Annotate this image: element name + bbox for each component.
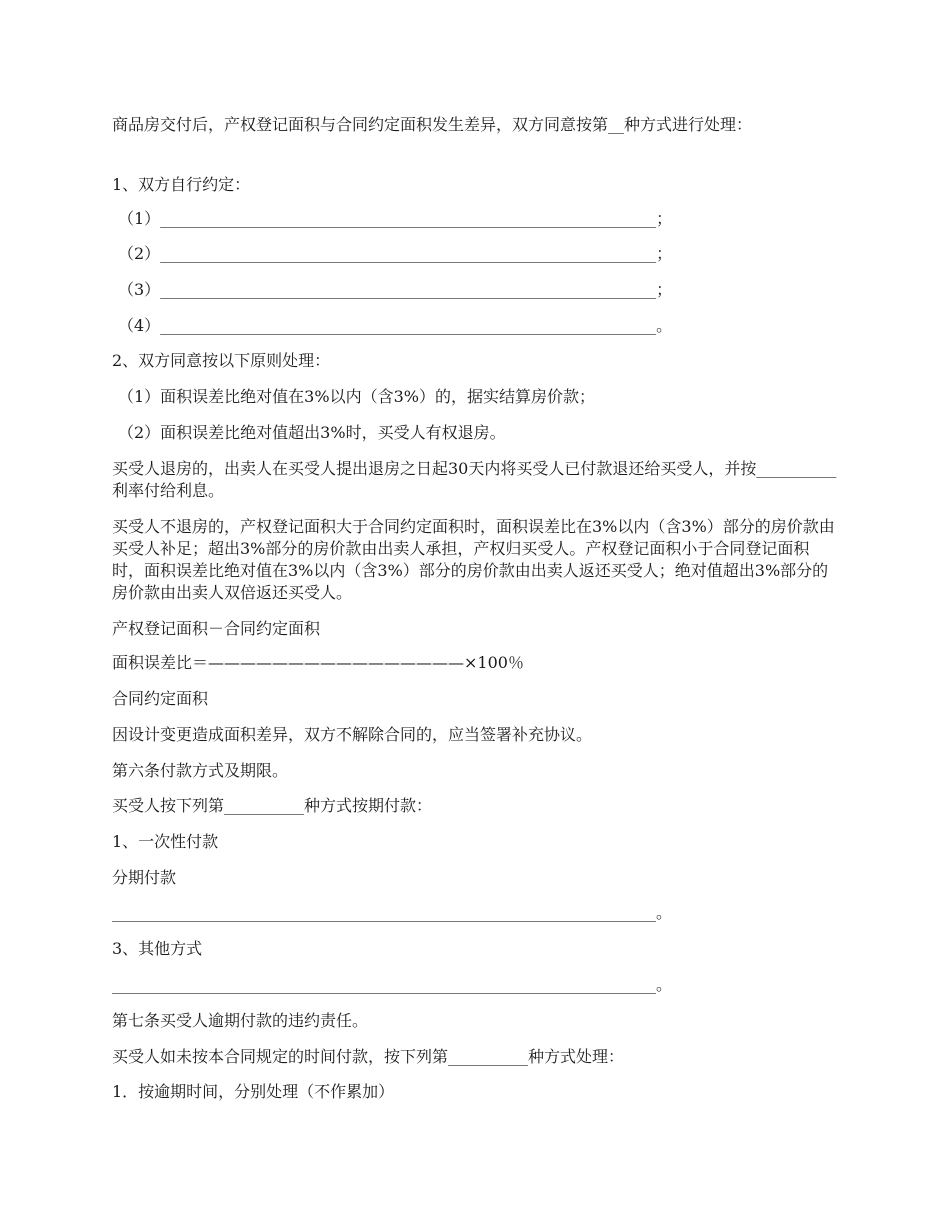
payment-option-other: 3、其他方式	[112, 939, 203, 958]
article-7-heading: 第七条买受人逾期付款的违约责任。	[112, 1011, 369, 1030]
paragraph-refund: 买受人退房的，出卖人在买受人提出退房之日起30天内将买受人已付款退还给买受人，并按__________利率付给利息。	[112, 459, 837, 500]
rule-item-1: （1）面积误差比绝对值在3%以内（含3%）的，据实结算房价款；	[118, 387, 595, 406]
payment-option-installment: 分期付款	[112, 868, 177, 887]
paragraph-late-payment-item-1: 1．按逾期时间，分别处理（不作累加）	[112, 1082, 395, 1101]
paragraph-area-difference-intro: 商品房交付后，产权登记面积与合同约定面积发生差异，双方同意按第__种方式进行处理：	[112, 115, 753, 134]
blank-line-other: ____________________________________________________________________。	[112, 975, 672, 994]
formula-line: 面积误差比＝————————————————×100％	[112, 653, 524, 672]
payment-option-lump-sum: 1、一次性付款	[112, 832, 219, 851]
paragraph-option-1-heading: 1、双方自行约定：	[112, 175, 251, 194]
blank-line-installment: ____________________________________________________________________。	[112, 903, 672, 922]
paragraph-no-refund: 买受人不退房的，产权登记面积大于合同约定面积时，面积误差比在3%以内（含3%）部分的房价款由买受人补足；超出3%部分的房价款由出卖人承担，产权归买受人。产权登记面积小于合同登记面积时，面积误差比绝对值在3%以内（含3%）部分的房价款由出卖人返还买受人；绝对值超出3%部分的房价款由出卖人双倍返还买受人。	[112, 517, 835, 602]
blank-line-item-2: （2）______________________________________________________________；	[118, 244, 673, 263]
paragraph-payment-method: 买受人按下列第__________种方式按期付款：	[112, 796, 433, 815]
formula-denominator: 合同约定面积	[112, 689, 209, 708]
paragraph-design-change: 因设计变更造成面积差异，双方不解除合同的，应当签署补充协议。	[112, 725, 593, 744]
blank-line-item-3: （3）______________________________________________________________；	[118, 280, 673, 299]
paragraph-late-payment: 买受人如未按本合同规定的时间付款，按下列第__________种方式处理：	[112, 1047, 625, 1066]
blank-line-item-4: （4）______________________________________________________________。	[118, 316, 673, 335]
blank-line-item-1: （1）______________________________________________________________；	[118, 209, 673, 228]
article-6-heading: 第六条付款方式及期限。	[112, 761, 289, 780]
paragraph-option-2-heading: 2、双方同意按以下原则处理：	[112, 351, 331, 370]
formula-numerator: 产权登记面积－合同约定面积	[112, 619, 321, 638]
rule-item-2: （2）面积误差比绝对值超出3%时，买受人有权退房。	[118, 423, 506, 442]
